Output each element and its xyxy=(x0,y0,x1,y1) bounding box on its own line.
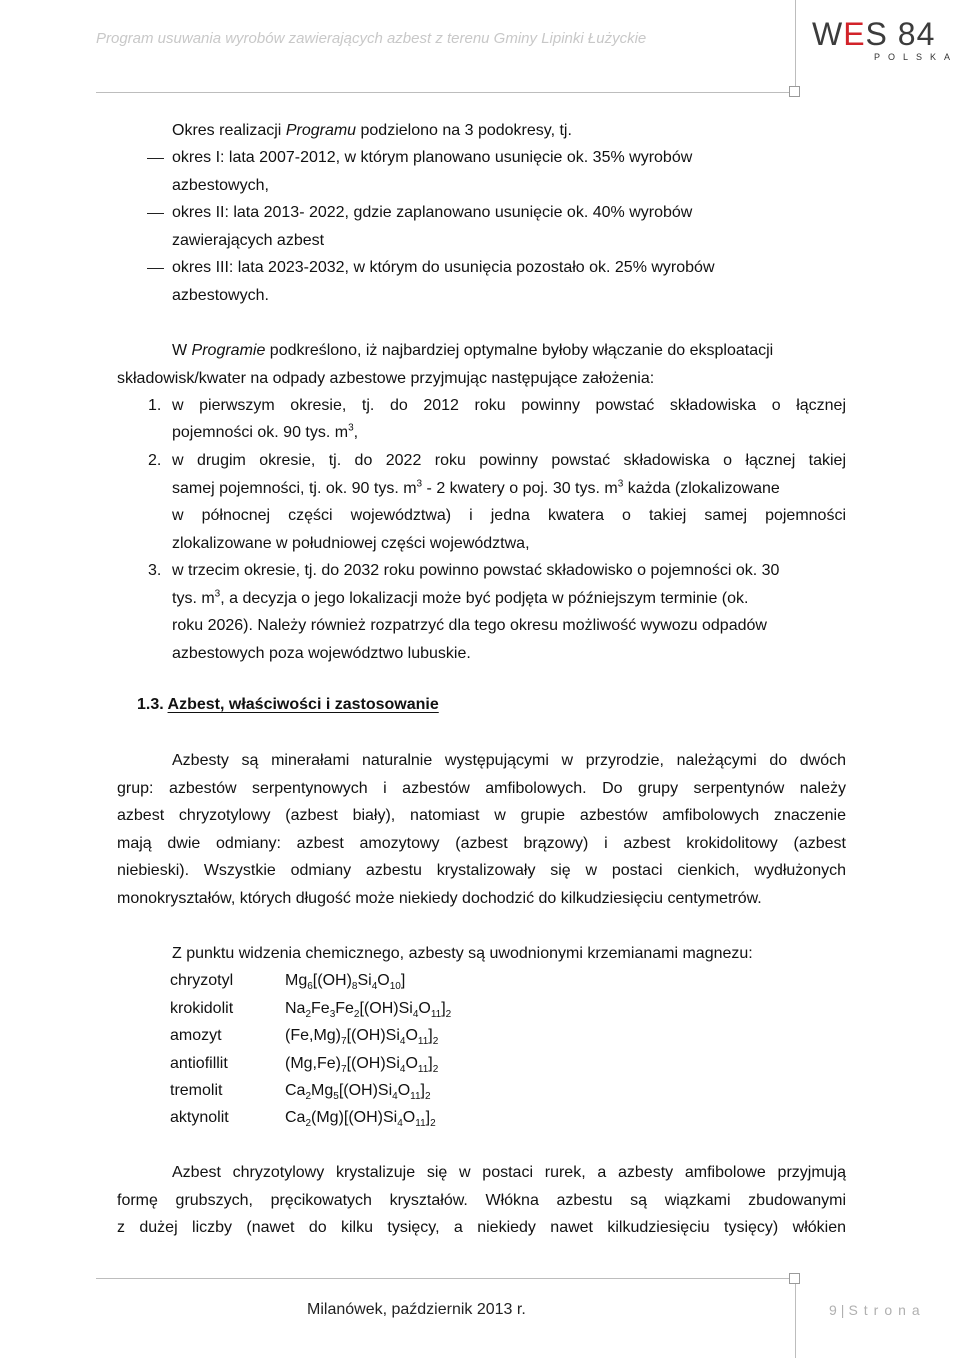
intro-item-3-cont: azbestowych. xyxy=(172,287,269,304)
program-item-3-line3: roku 2026). Należy również rozpatrzyć dla tego okresu możliwość wywozu odpadów xyxy=(172,617,767,634)
mineral-name: tremolit xyxy=(170,1082,223,1099)
para2-line: formę grubszych, pręcikowatych kryształów. Włókna azbestu są wiązkami zbudowanymi xyxy=(117,1192,846,1209)
section-heading: 1.3. Azbest, właściwości i zastosowanie xyxy=(137,696,439,713)
mineral-name: chryzotyl xyxy=(170,972,234,989)
para1-line: niebieski). Wszystkie odmiany azbestu krystalizowały się w postaci cienkich, wydłużonych xyxy=(117,862,846,879)
footer-vertical-rule xyxy=(795,1284,796,1358)
mineral-name: amozyt xyxy=(170,1027,222,1044)
mineral-formula: $Mg_6[(OH)_8Si_4O_{10}]$ xyxy=(285,972,406,993)
footer-date: Milanówek, październik 2013 r. xyxy=(307,1301,526,1318)
mineral-formula: $Na_2Fe_3Fe_2[(OH)Si_4O_{11}]_2$ xyxy=(285,1000,452,1021)
footer-corner-box xyxy=(789,1273,800,1284)
header-corner-box xyxy=(789,86,800,97)
para1-line: monokryształów, których długość może niekiedy dochodzić do kilkudziesięciu centymetrów. xyxy=(117,890,762,907)
logo-text: WES 84 xyxy=(812,16,936,52)
intro-item-1: okres I: lata 2007-2012, w którym planowano usunięcie ok. 35% wyrobów xyxy=(172,149,693,166)
para2-line: Azbest chryzotylowy krystalizuje się w postaci rurek, a azbesty amfibolowe przyjmują xyxy=(172,1164,846,1181)
header-title: Program usuwania wyrobów zawierających azbest z terenu Gminy Lipinki Łużyckie xyxy=(96,30,647,47)
program-item-3-line2: tys. $m^3$, a decyzja o jego lokalizacji może być podjęta w późniejszym terminie (ok. xyxy=(172,588,749,607)
intro-item-2-cont: zawierających azbest xyxy=(172,232,325,249)
list-number: 1. xyxy=(148,397,162,414)
header-rule xyxy=(96,92,790,93)
dash-bullet xyxy=(147,158,164,159)
page-number: 9 | Strona xyxy=(829,1302,926,1318)
program-item-2-line3: w północnej części województwa) i jedna kwatera o takiej samej pojemności xyxy=(172,507,846,524)
mineral-formula: $Ca_2(Mg)[(OH)Si_4O_{11}]_2$ xyxy=(285,1109,436,1130)
program-item-2-cont: samej pojemności, tj. ok. 90 tys. $m^3 - 2$ kwatery o poj. 30 tys. $m^3$ każda (zlokalizowane xyxy=(172,478,780,497)
program-item-1-cont: pojemności ok. 90 tys. $m^3$, xyxy=(172,422,359,441)
footer-rule xyxy=(96,1278,790,1279)
program-item-3-line4: azbestowych poza województwo lubuskie. xyxy=(172,645,471,662)
company-logo xyxy=(812,16,959,62)
program-para-line1: W Programie podkreślono, iż najbardziej optymalne byłoby włączanie do eksploatacji xyxy=(172,342,774,359)
list-number: 3. xyxy=(148,562,162,579)
mineral-name: antiofillit xyxy=(170,1055,228,1072)
program-item-3: w trzecim okresie, tj. do 2032 roku powinno powstać składowisko o pojemności ok. 30 xyxy=(172,562,780,579)
dash-bullet xyxy=(147,268,164,269)
mineral-formula: $(Mg,Fe)_7[(OH)Si_4O_{11}]_2$ xyxy=(285,1055,439,1076)
intro-item-3: okres III: lata 2023-2032, w którym do usunięcia pozostało ok. 25% wyrobów xyxy=(172,259,715,276)
para1-line: grup: azbestów serpentynowych i azbestów amfibolowych. Do grupy serpentynów należy xyxy=(117,780,846,797)
program-item-2-line4: zlokalizowane w południowej części województwa, xyxy=(172,535,530,552)
program-item-2: w drugim okresie, tj. do 2022 roku powinny powstać składowiska o łącznej takiej xyxy=(172,452,846,469)
mineral-name: aktynolit xyxy=(170,1109,229,1126)
logo-accent-letter: E xyxy=(843,16,866,52)
mineral-name: krokidolit xyxy=(170,1000,234,1017)
header-vertical-rule xyxy=(795,0,796,86)
para1-line: azbest chryzotylowy (azbest biały), natomiast w grupie azbestów amfibolowych znaczenie xyxy=(117,807,846,824)
para1-line: Azbesty są minerałami naturalnie występującymi w przyrodzie, należącymi do dwóch xyxy=(172,752,846,769)
program-item-1: w pierwszym okresie, tj. do 2012 roku powinny powstać składowiska o łącznej xyxy=(172,397,846,414)
mineral-formula: $(Fe,Mg)_7[(OH)Si_4O_{11}]_2$ xyxy=(285,1027,439,1048)
dash-bullet xyxy=(147,213,164,214)
list-number: 2. xyxy=(148,452,162,469)
intro-item-2: okres II: lata 2013- 2022, gdzie zaplanowano usunięcie ok. 40% wyrobów xyxy=(172,204,693,221)
logo-subtitle: POLSKA xyxy=(874,52,959,62)
intro-item-1-cont: azbestowych, xyxy=(172,177,269,194)
para2-line: z dużej liczby (nawet do kilku tysięcy, a niekiedy nawet kilkudziesięciu tysięcy) włókien xyxy=(117,1219,846,1236)
para1-line: mają dwie odmiany: azbest amozytowy (azbest brązowy) i azbest krokidolitowy (azbest xyxy=(117,835,846,852)
program-para-line2: składowisk/kwater na odpady azbestowe przyjmując następujące założenia: xyxy=(117,370,655,387)
mineral-formula: $Ca_2Mg_5[(OH)Si_4O_{11}]_2$ xyxy=(285,1082,431,1103)
chem-intro: Z punktu widzenia chemicznego, azbesty są uwodnionymi krzemianami magnezu: xyxy=(172,945,753,962)
intro-lead: Okres realizacji Programu podzielono na 3 podokresy, tj. xyxy=(172,122,572,139)
